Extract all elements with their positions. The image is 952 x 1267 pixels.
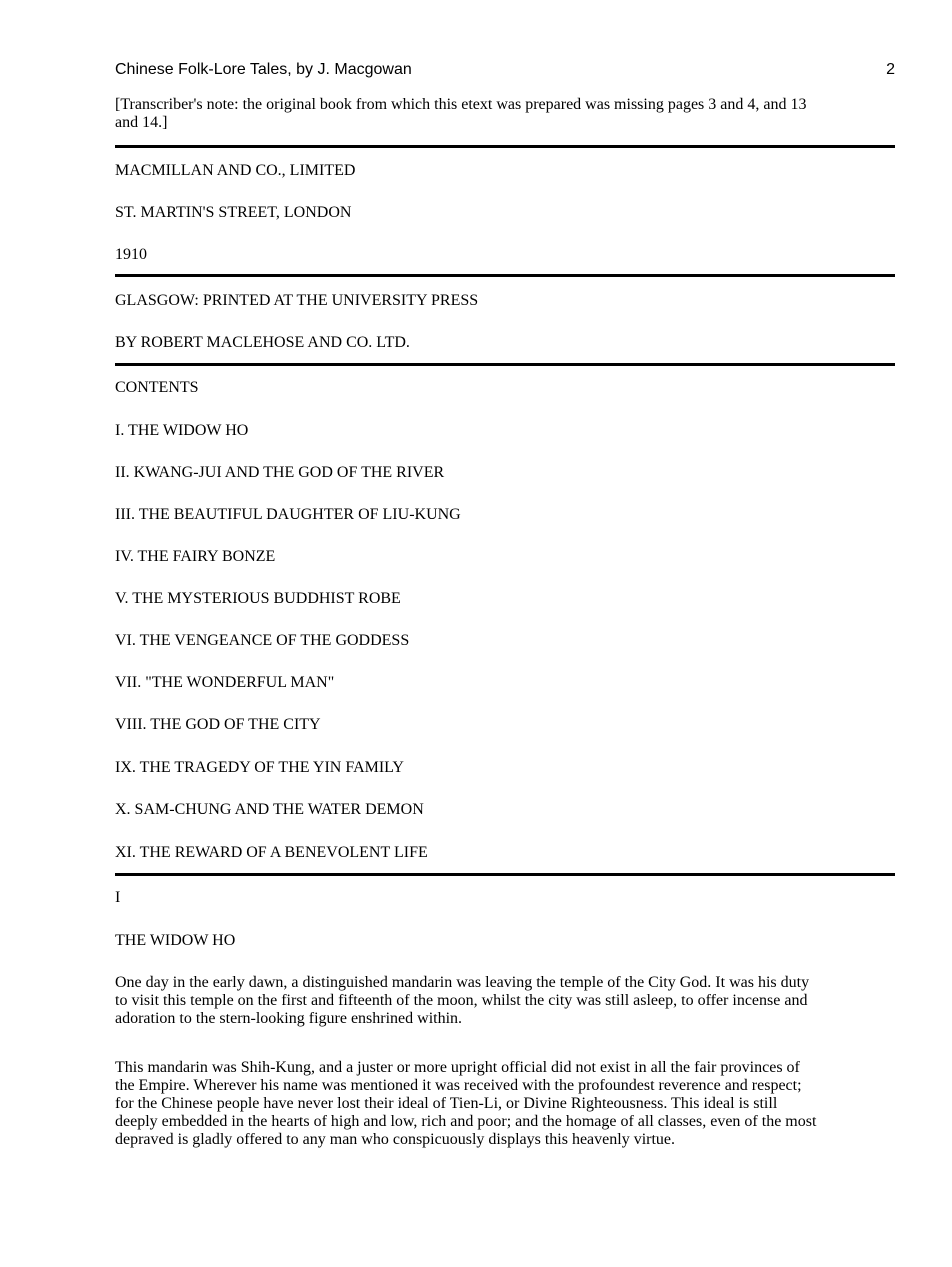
transcriber-note [115,96,895,132]
section-divider [115,363,895,366]
contents-item: II. KWANG-JUI AND THE GOD OF THE RIVER [115,464,445,481]
contents-item: V. THE MYSTERIOUS BUDDHIST ROBE [115,590,401,607]
paragraph-line: deeply embedded in the hearts of high and low, rich and poor; and the homage of all classes, even of the most [115,1113,817,1130]
chapter-title: THE WIDOW HO [115,932,236,949]
paragraph-line: for the Chinese people have never lost their ideal of Tien-Li, or Divine Righteousness. This ideal is still [115,1095,778,1112]
printer-line: GLASGOW: PRINTED AT THE UNIVERSITY PRESS [115,292,479,309]
contents-item: VII. "THE WONDERFUL MAN" [115,674,335,691]
book-title: Chinese Folk-Lore Tales, by J. Macgowan [115,61,412,78]
contents-item: III. THE BEAUTIFUL DAUGHTER OF LIU-KUNG [115,506,461,523]
chapter-numeral: I [115,889,121,906]
contents-item: IV. THE FAIRY BONZE [115,548,276,565]
contents-item: XI. THE REWARD OF A BENEVOLENT LIFE [115,844,428,861]
section-divider [115,145,895,148]
running-header [115,60,895,80]
contents-item: I. THE WIDOW HO [115,422,249,439]
page-number: 2 [886,61,895,78]
contents-item: VI. THE VENGEANCE OF THE GODDESS [115,632,410,649]
publisher-name: MACMILLAN AND CO., LIMITED [115,162,356,179]
section-divider [115,873,895,876]
paragraph-line: the Empire. Wherever his name was mentioned it was received with the profoundest reverence and respect; [115,1077,802,1094]
transcriber-note-line: and 14.] [115,114,168,131]
paragraph-line: This mandarin was Shih-Kung, and a juster or more upright official did not exist in all the fair provinces of [115,1059,800,1076]
paragraph-line: depraved is gladly offered to any man who conspicuously displays this heavenly virtue. [115,1131,676,1148]
publisher-address: ST. MARTIN'S STREET, LONDON [115,204,352,221]
contents-item: X. SAM-CHUNG AND THE WATER DEMON [115,801,424,818]
contents-item: IX. THE TRAGEDY OF THE YIN FAMILY [115,759,404,776]
transcriber-note-line: [Transcriber's note: the original book from which this etext was prepared was missing pages 3 and 4, and 13 [115,96,807,113]
contents-item: VIII. THE GOD OF THE CITY [115,716,321,733]
chapter-paragraph [115,974,895,1028]
paragraph-line: adoration to the stern-looking figure enshrined within. [115,1010,463,1027]
printer-line: BY ROBERT MACLEHOSE AND CO. LTD. [115,334,410,351]
paragraph-line: One day in the early dawn, a distinguished mandarin was leaving the temple of the City God. It was his duty [115,974,810,991]
paragraph-line: to visit this temple on the first and fifteenth of the moon, whilst the city was still asleep, to offer incense and [115,992,808,1009]
publication-year: 1910 [115,246,147,263]
contents-heading: CONTENTS [115,379,199,396]
chapter-paragraph [115,1059,895,1149]
section-divider [115,274,895,277]
